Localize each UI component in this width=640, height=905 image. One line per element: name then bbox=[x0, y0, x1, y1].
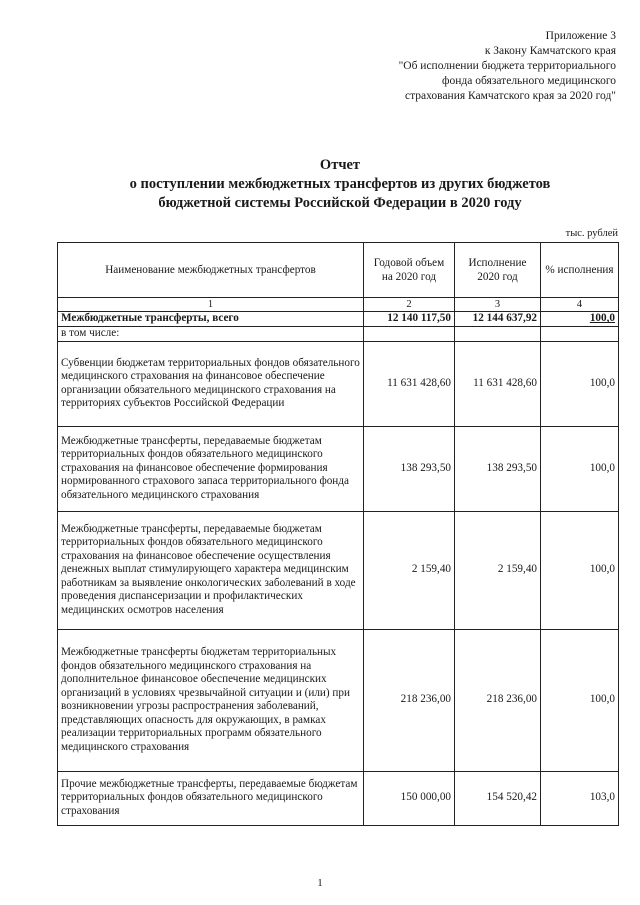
row-plan: 138 293,50 bbox=[364, 426, 455, 511]
column-numbers-row bbox=[58, 298, 619, 312]
page-number: 1 bbox=[317, 877, 323, 889]
table-row bbox=[58, 511, 619, 629]
transfers-table bbox=[57, 242, 619, 826]
row-name: Прочие межбюджетные трансферты, передаваемые бюджетам территориальных фондов обязательного медицинского страхования bbox=[58, 771, 364, 825]
empty-cell bbox=[364, 327, 455, 342]
including-label: в том числе: bbox=[58, 327, 364, 342]
row-plan: 11 631 428,60 bbox=[364, 341, 455, 426]
row-fact: 218 236,00 bbox=[455, 629, 541, 771]
row-plan: 218 236,00 bbox=[364, 629, 455, 771]
title-line-3: бюджетной системы Российской Федерации в 2020 году bbox=[158, 195, 522, 211]
row-pct: 100,0 bbox=[541, 511, 619, 629]
empty-cell bbox=[455, 327, 541, 342]
total-name: Межбюджетные трансферты, всего bbox=[58, 312, 364, 327]
table-row bbox=[58, 629, 619, 771]
empty-cell bbox=[541, 327, 619, 342]
row-fact: 2 159,40 bbox=[455, 511, 541, 629]
header-plan: Годовой объем на 2020 год bbox=[364, 243, 455, 298]
units-label: тыс. рублей bbox=[565, 228, 618, 239]
row-pct: 100,0 bbox=[541, 426, 619, 511]
total-plan: 12 140 117,50 bbox=[364, 312, 455, 327]
row-fact: 11 631 428,60 bbox=[455, 341, 541, 426]
col-number: 3 bbox=[455, 298, 541, 312]
report-title bbox=[60, 156, 620, 213]
col-number: 2 bbox=[364, 298, 455, 312]
col-number: 1 bbox=[58, 298, 364, 312]
total-pct: 100,0 bbox=[541, 312, 619, 327]
header-name: Наименование межбюджетных трансфертов bbox=[58, 243, 364, 298]
title-line-2: о поступлении межбюджетных трансфертов из других бюджетов bbox=[129, 176, 551, 192]
row-pct: 100,0 bbox=[541, 629, 619, 771]
header-fact: Исполнение 2020 год bbox=[455, 243, 541, 298]
appendix-line: Приложение 3 bbox=[545, 30, 616, 42]
including-row bbox=[58, 327, 619, 342]
col-number: 4 bbox=[541, 298, 619, 312]
table-row bbox=[58, 426, 619, 511]
appendix-line: к Закону Камчатского края bbox=[484, 45, 616, 57]
row-plan: 150 000,00 bbox=[364, 771, 455, 825]
appendix-line: "Об исполнении бюджета территориального bbox=[398, 60, 616, 72]
title-line-1: Отчет bbox=[319, 157, 361, 173]
table-row bbox=[58, 341, 619, 426]
header-pct: % исполнения bbox=[541, 243, 619, 298]
row-fact: 154 520,42 bbox=[455, 771, 541, 825]
appendix-note bbox=[316, 29, 616, 104]
row-pct: 100,0 bbox=[541, 341, 619, 426]
row-pct: 103,0 bbox=[541, 771, 619, 825]
row-name: Межбюджетные трансферты бюджетам территориальных фондов обязательного медицинского страхования на дополнительное финансовое обеспечение медицинских организаций в условиях чрезвычайной ситуации и (или) при возникновении угрозы распространения заболеваний, представляющих опасность для окружающих, в рамках реализации территориальных программ обязательного медицинского страхования bbox=[58, 629, 364, 771]
row-name: Межбюджетные трансферты, передаваемые бюджетам территориальных фондов обязательного медицинского страхования на финансовое обеспечение формирования нормированного страхового запаса территориального фонда обязательного медицинского страхования bbox=[58, 426, 364, 511]
appendix-line: фонда обязательного медицинского bbox=[442, 75, 616, 87]
total-row bbox=[58, 312, 619, 327]
row-fact: 138 293,50 bbox=[455, 426, 541, 511]
table-header-row bbox=[58, 243, 619, 298]
row-name: Межбюджетные трансферты, передаваемые бюджетам территориальных фондов обязательного медицинского страхования на финансовое обеспечение осуществления денежных выплат стимулирующего характера медицинским работникам за выявление онкологических заболеваний в ходе проведения диспансеризации и профилактических медицинских осмотров населения bbox=[58, 511, 364, 629]
row-plan: 2 159,40 bbox=[364, 511, 455, 629]
row-name: Субвенции бюджетам территориальных фондов обязательного медицинского страхования на финансовое обеспечение организации обязательного медицинского страхования на территориях субъектов Российской Федерации bbox=[58, 341, 364, 426]
table-row bbox=[58, 771, 619, 825]
total-fact: 12 144 637,92 bbox=[455, 312, 541, 327]
appendix-line: страхования Камчатского края за 2020 год" bbox=[404, 90, 616, 102]
